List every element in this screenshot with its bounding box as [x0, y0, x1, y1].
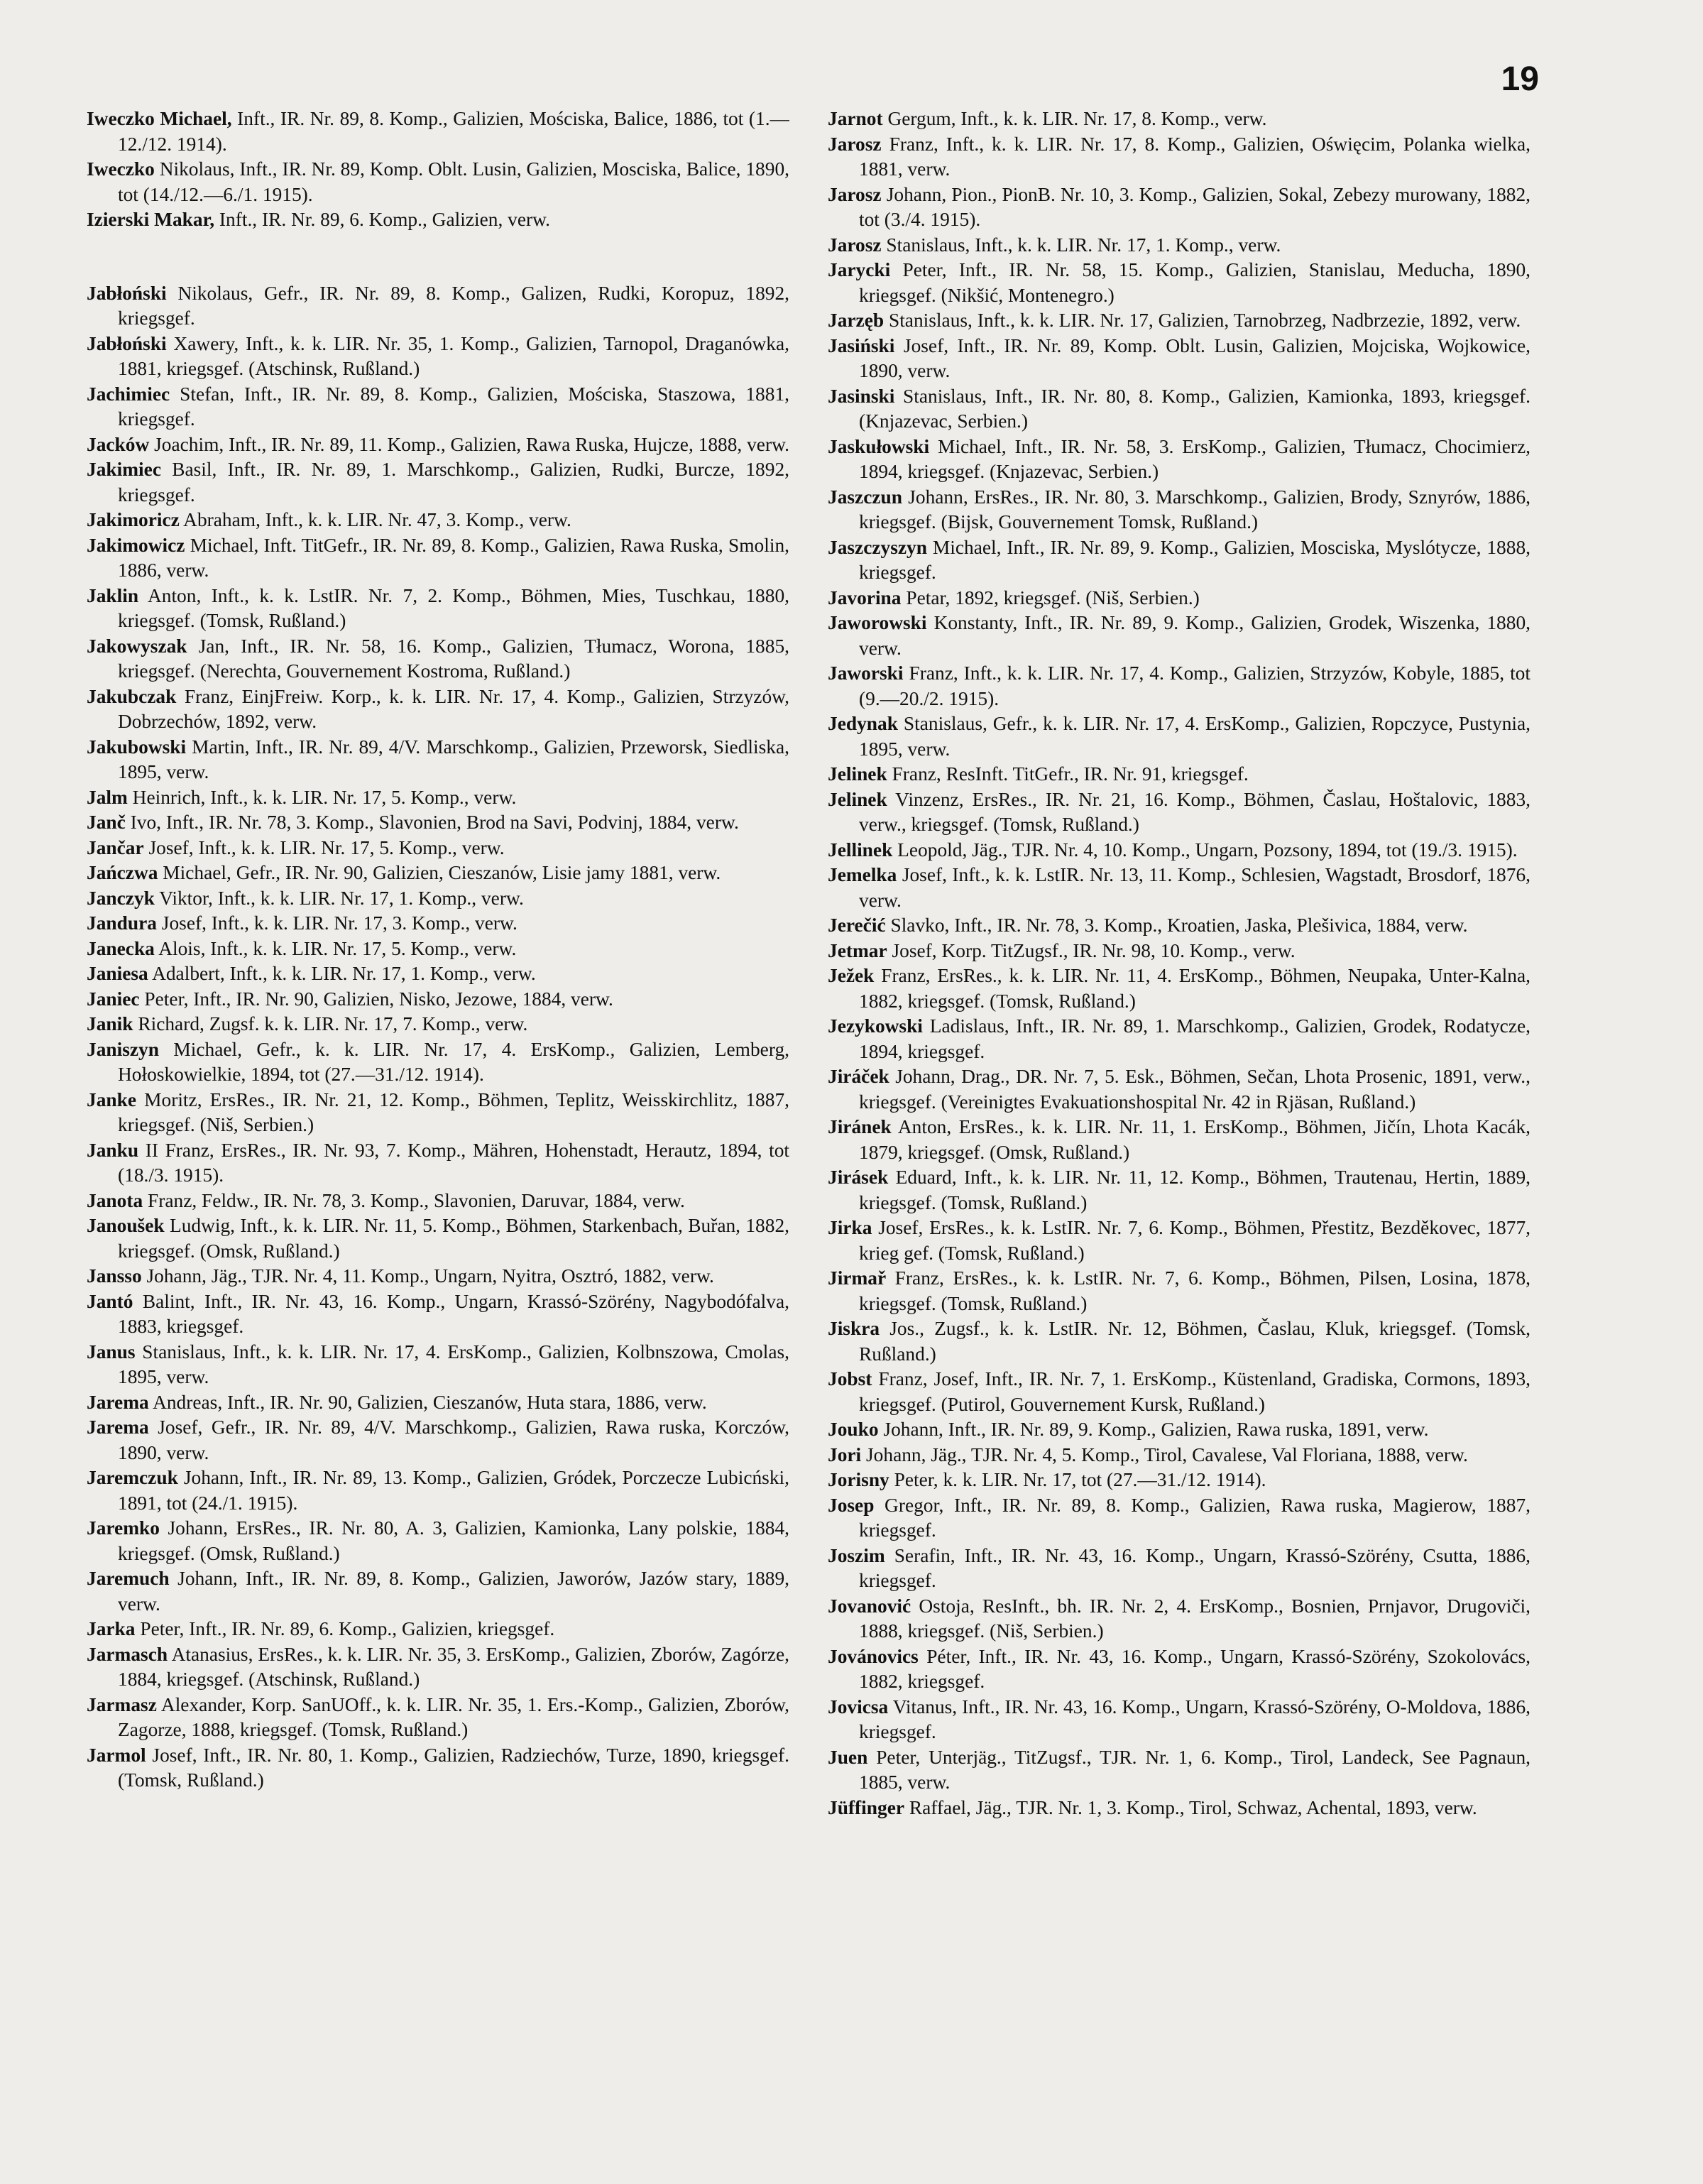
register-entry [87, 432, 789, 458]
entry-details: Ludwig, Inft., k. k. LIR. Nr. 11, 5. Komp., Böhmen, Starkenbach, Buřan, 1882, kriegsgef. (Omsk, Rußland.) [118, 1215, 789, 1262]
register-entry [87, 735, 789, 785]
entry-details: Franz, ResInft. TitGefr., IR. Nr. 91, kriegsgef. [887, 763, 1249, 785]
entry-details: Michael, Gefr., IR. Nr. 90, Galizien, Cieszanów, Lisie jamy 1881, verw. [158, 862, 721, 883]
register-entry [828, 485, 1530, 535]
register-entry [828, 1443, 1530, 1468]
entry-details: Franz, Feldw., IR. Nr. 78, 3. Komp., Slavonien, Daruvar, 1884, verw. [143, 1189, 685, 1211]
entry-surname: Jakubczak [87, 685, 177, 707]
page-number: 19 [1501, 60, 1539, 98]
register-entry [828, 661, 1530, 711]
entry-surname: Jarmasch [87, 1643, 168, 1665]
entry-surname: Jakowyszak [87, 635, 187, 657]
entry-details: Inft., IR. Nr. 89, 8. Komp., Galizien, Mościska, Balice, 1886, tot (1.—12./12. 1914). [118, 108, 789, 155]
entry-surname: Jakimoricz [87, 509, 180, 530]
entry-details: Konstanty, Inft., IR. Nr. 89, 9. Komp., Galizien, Grodek, Wiszenka, 1880, verw. [859, 612, 1530, 659]
entry-surname: Jaremuch [87, 1568, 170, 1589]
entry-details: Vinzenz, ErsRes., IR. Nr. 21, 16. Komp., Böhmen, Časlau, Hoštalovic, 1883, verw., kriegsgef. (Tomsk, Rußland.) [859, 788, 1530, 835]
entry-details: Peter, Inft., IR. Nr. 58, 15. Komp., Galizien, Stanislau, Meducha, 1890, kriegsgef. (Nikšić, Montenegro.) [859, 259, 1530, 306]
entry-details: Stanislaus, Inft., k. k. LIR. Nr. 17, 4. ErsKomp., Galizien, Kolbnszowa, Cmolas, 1895, verw. [118, 1341, 789, 1387]
register-entry [828, 1644, 1530, 1695]
register-entry [87, 634, 789, 684]
entry-details: Stanislaus, Inft., k. k. LIR. Nr. 17, 1. Komp., verw. [881, 234, 1281, 256]
entry-surname: Josep [828, 1494, 875, 1516]
register-entry [87, 1289, 789, 1340]
entry-details: Andreas, Inft., IR. Nr. 90, Galizien, Cieszanów, Huta stara, 1886, verw. [148, 1391, 707, 1413]
entry-surname: Jarzęb [828, 310, 885, 331]
entry-details: Petar, 1892, kriegsgef. (Niš, Serbien.) [901, 586, 1200, 608]
entry-surname: Jantó [87, 1290, 133, 1312]
entry-details: II Franz, ErsRes., IR. Nr. 93, 7. Komp., Mähren, Hohenstadt, Herautz, 1894, tot (18./3. 1915). [118, 1139, 789, 1186]
entry-details: Johann, ErsRes., IR. Nr. 80, A. 3, Galizien, Kamionka, Lany polskie, 1884, kriegsgef. (Omsk, Rußland.) [118, 1517, 789, 1564]
register-entry [828, 1316, 1530, 1367]
entry-details: Johann, Jäg., TJR. Nr. 4, 5. Komp., Tirol, Cavalese, Val Floriana, 1888, verw. [861, 1443, 1468, 1465]
entry-surname: Jaskułowski [828, 435, 930, 457]
right-column [828, 107, 1530, 2151]
register-entry [828, 913, 1530, 939]
register-entry [828, 586, 1530, 611]
entry-surname: Jandura [87, 912, 157, 934]
register-entry [87, 836, 789, 861]
entry-details: Franz, ErsRes., k. k. LIR. Nr. 11, 4. ErsKomp., Böhmen, Neupaka, Unter-Kalna, 1882, kriegsgef. (Tomsk, Rußland.) [859, 965, 1530, 1012]
entry-surname: Jarema [87, 1416, 149, 1438]
entry-surname: Iweczko [87, 158, 155, 180]
entry-surname: Jachimiec [87, 383, 170, 405]
entry-details: Basil, Inft., IR. Nr. 89, 1. Marschkomp., Galizien, Rudki, Burcze, 1892, kriegsgef. [118, 459, 789, 506]
entry-details: Viktor, Inft., k. k. LIR. Nr. 17, 1. Komp., verw. [154, 887, 524, 909]
register-entry [87, 987, 789, 1012]
entry-details: Michael, Inft. TitGefr., IR. Nr. 89, 8. Komp., Galizien, Rawa Ruska, Smolin, 1886, verw. [118, 534, 789, 581]
entry-surname: Jasinski [828, 385, 895, 407]
entry-details: Josef, Inft., k. k. LstIR. Nr. 13, 11. Komp., Schlesien, Wagstadt, Brosdorf, 1876, verw. [859, 864, 1530, 911]
register-entry [87, 1012, 789, 1037]
register-entry [87, 1138, 789, 1189]
entry-details: Gregor, Inft., IR. Nr. 89, 8. Komp., Galizien, Rawa ruska, Magierow, 1887, kriegsgef. [859, 1494, 1530, 1541]
register-entry [828, 535, 1530, 586]
entry-details: Jos., Zugsf., k. k. LstIR. Nr. 12, Böhmen, Časlau, Kluk, kriegsgef. (Tomsk, Rußland.) [859, 1318, 1530, 1365]
entry-details: Franz, Inft., k. k. LIR. Nr. 17, 8. Komp., Galizien, Oświęcim, Polanka wielka, 1881, verw. [859, 133, 1530, 180]
entry-surname: Jovanović [828, 1595, 911, 1617]
entry-surname: Ježek [828, 965, 875, 986]
entry-details: Johann, Inft., IR. Nr. 89, 13. Komp., Galizien, Gródek, Porczecze Lubicński, 1891, tot (24./1. 1915). [118, 1467, 789, 1514]
entry-surname: Jakimiec [87, 459, 161, 480]
entry-surname: Jarosz [828, 133, 882, 155]
entry-surname: Jiráček [828, 1066, 889, 1087]
register-entry [87, 684, 789, 735]
entry-details: Nikolaus, Gefr., IR. Nr. 89, 8. Komp., Galizen, Rudki, Koropuz, 1892, kriegsgef. [118, 282, 789, 329]
entry-surname: Jaszczyszyn [828, 536, 927, 558]
entry-details: Adalbert, Inft., k. k. LIR. Nr. 17, 1. Komp., verw. [148, 963, 536, 984]
register-entry [87, 1642, 789, 1693]
entry-details: Moritz, ErsRes., IR. Nr. 21, 12. Komp., Böhmen, Teplitz, Weisskirchlitz, 1887, kriegsgef. (Niš, Serbien.) [118, 1088, 789, 1135]
left-column [87, 107, 789, 2151]
entry-surname: Janku [87, 1139, 139, 1161]
entry-surname: Jorisny [828, 1469, 889, 1490]
register-entry [87, 508, 789, 533]
entry-surname: Jaremczuk [87, 1467, 178, 1488]
entry-surname: Jaremko [87, 1517, 160, 1539]
entry-surname: Janczyk [87, 887, 155, 909]
register-entry [87, 886, 789, 912]
entry-surname: Jaworowski [828, 612, 927, 633]
entry-surname: Jouko [828, 1419, 879, 1440]
entry-details: Josef, ErsRes., k. k. LstIR. Nr. 7, 6. Komp., Böhmen, Přestitz, Bezděkovec, 1877, krieg gef. (Tomsk, Rußland.) [859, 1217, 1530, 1264]
register-entry [87, 533, 789, 584]
entry-surname: Jabłoński [87, 332, 167, 354]
entry-details: Nikolaus, Inft., IR. Nr. 89, Komp. Oblt. Lusin, Galizien, Mosciska, Balice, 1890, tot (14./12.—6./1. 1915). [118, 158, 789, 205]
entry-details: Josef, Inft., IR. Nr. 80, 1. Komp., Galizien, Radziechów, Turze, 1890, kriegsgef. (Tomsk, Rußland.) [118, 1744, 789, 1791]
register-entry [87, 810, 789, 836]
entry-surname: Janik [87, 1013, 133, 1034]
entry-surname: Jirásek [828, 1167, 889, 1188]
entry-surname: Jarmol [87, 1744, 146, 1766]
entry-surname: Jedynak [828, 713, 898, 734]
register-entry [87, 1340, 789, 1390]
entry-surname: Jirmař [828, 1267, 887, 1289]
entry-surname: Jakubowski [87, 736, 187, 758]
entry-details: Jan, Inft., IR. Nr. 58, 16. Komp., Galizien, Tłumacz, Worona, 1885, kriegsgef. (Nerechta, Gouvernement Kostroma, Rußland.) [118, 635, 789, 682]
entry-details: Josef, Gefr., IR. Nr. 89, 4/V. Marschkomp., Galizien, Rawa ruska, Korczów, 1890, verw. [118, 1416, 789, 1463]
register-entry [828, 611, 1530, 661]
entry-details: Abraham, Inft., k. k. LIR. Nr. 47, 3. Komp., verw. [179, 509, 571, 530]
entry-details: Balint, Inft., IR. Nr. 43, 16. Komp., Ungarn, Krassó-Szörény, Nagybodófalva, 1883, kriegsgef. [118, 1290, 789, 1337]
entry-details: Josef, Inft., k. k. LIR. Nr. 17, 3. Komp., verw. [156, 912, 518, 934]
entry-details: Johann, Inft., IR. Nr. 89, 8. Komp., Galizien, Jaworów, Jazów stary, 1889, verw. [118, 1568, 789, 1615]
entry-surname: Joszim [828, 1544, 885, 1566]
entry-details: Alois, Inft., k. k. LIR. Nr. 17, 5. Komp., verw. [154, 937, 517, 959]
entry-surname: Jasiński [828, 334, 895, 356]
entry-surname: Janiec [87, 988, 140, 1010]
entry-surname: Janota [87, 1189, 143, 1211]
register-entry [87, 1743, 789, 1793]
entry-details: Stanislaus, Gefr., k. k. LIR. Nr. 17, 4. ErsKomp., Galizien, Ropczyce, Pustynia, 1895, verw. [859, 713, 1530, 760]
entry-details: Peter, Inft., IR. Nr. 90, Galizien, Nisko, Jezowe, 1884, verw. [139, 988, 613, 1010]
entry-details: Leopold, Jäg., TJR. Nr. 4, 10. Komp., Ungarn, Pozsony, 1894, tot (19./3. 1915). [892, 839, 1518, 861]
entry-surname: Jarosz [828, 183, 882, 205]
register-entry [828, 1014, 1530, 1064]
register-entry [87, 107, 789, 157]
register-entry [828, 787, 1530, 838]
entry-details: Franz, Inft., k. k. LIR. Nr. 17, 4. Komp., Galizien, Strzyzów, Kobyle, 1885, tot (9.—20./2. 1915). [859, 662, 1530, 709]
register-entry [828, 963, 1530, 1014]
entry-surname: Janoušek [87, 1215, 165, 1236]
register-entry [828, 182, 1530, 233]
entry-surname: Juen [828, 1746, 868, 1768]
register-entry [87, 457, 789, 508]
entry-details: Stefan, Inft., IR. Nr. 89, 8. Komp., Galizien, Mościska, Staszowa, 1881, kriegsgef. [118, 383, 789, 430]
register-entry [828, 1216, 1530, 1266]
register-entry [87, 937, 789, 962]
register-entry [828, 1493, 1530, 1544]
entry-details: Josef, Korp. TitZugsf., IR. Nr. 98, 10. Komp., verw. [887, 939, 1296, 961]
register-entry [828, 435, 1530, 485]
register-entry [87, 1088, 789, 1138]
entry-details: Anton, ErsRes., k. k. LIR. Nr. 11, 1. ErsKomp., Böhmen, Jičín, Lhota Kacák, 1879, kriegsgef. (Omsk, Rußland.) [859, 1116, 1530, 1163]
entry-surname: Jovicsa [828, 1696, 889, 1718]
entry-surname: Jiskra [828, 1318, 880, 1339]
entry-details: Josef, Inft., IR. Nr. 89, Komp. Oblt. Lusin, Galizien, Mojciska, Wojkowice, 1890, verw. [859, 334, 1530, 381]
entry-surname: Jabłoński [87, 282, 167, 304]
entry-details: Johann, Drag., DR. Nr. 7, 5. Esk., Böhmen, Sečan, Lhota Prosenic, 1891, verw., kriegsgef. (Vereinigtes Evakuationshospital Nr. 42 in Rjäsan, Rußland.) [859, 1066, 1530, 1113]
register-entry [828, 1064, 1530, 1115]
register-entry [87, 1693, 789, 1743]
entry-surname: Jarka [87, 1618, 136, 1639]
entry-details: Raffael, Jäg., TJR. Nr. 1, 3. Komp., Tirol, Schwaz, Achental, 1893, verw. [904, 1796, 1477, 1818]
register-entry [828, 1544, 1530, 1594]
register-entry [828, 838, 1530, 863]
entry-details: Serafin, Inft., IR. Nr. 43, 16. Komp., Ungarn, Krassó-Szörény, Csutta, 1886, kriegsgef. [859, 1544, 1530, 1591]
register-entry [828, 1695, 1530, 1745]
register-entry [828, 1796, 1530, 1821]
register-entry [87, 1037, 789, 1088]
entry-details: Ostoja, ResInft., bh. IR. Nr. 2, 4. ErsKomp., Bosnien, Prnjavor, Drugoviči, 1888, kriegsgef. (Niš, Serbien.) [859, 1595, 1530, 1642]
register-entry [828, 233, 1530, 258]
entry-surname: Jirka [828, 1217, 872, 1238]
register-entry [87, 961, 789, 987]
register-entry [828, 384, 1530, 435]
entry-details: Vitanus, Inft., IR. Nr. 43, 16. Komp., Ungarn, Krassó-Szörény, O-Moldova, 1886, kriegsgef. [859, 1696, 1530, 1742]
entry-surname: Jalm [87, 786, 128, 808]
register-entry [87, 785, 789, 811]
entry-surname: Jarycki [828, 259, 891, 280]
entry-details: Ivo, Inft., IR. Nr. 78, 3. Komp., Slavonien, Brod na Savi, Podvinj, 1884, verw. [125, 812, 739, 833]
register-entry [828, 939, 1530, 964]
entry-details: Josef, Inft., k. k. LIR. Nr. 17, 5. Komp., verw. [143, 836, 505, 858]
entry-details: Johann, Pion., PionB. Nr. 10, 3. Komp., Galizien, Sokal, Zebezy murowany, 1882, tot (3./4. 1915). [859, 183, 1530, 230]
register-entry [87, 911, 789, 937]
entry-details: Stanislaus, Inft., IR. Nr. 80, 8. Komp., Galizien, Kamionka, 1893, kriegsgef. (Knjazevac, Serbien.) [859, 385, 1530, 432]
register-entry [87, 1390, 789, 1416]
entry-surname: Iweczko Michael, [87, 108, 232, 129]
register-entry [828, 1417, 1530, 1443]
entry-details: Peter, Inft., IR. Nr. 89, 6. Komp., Galizien, kriegsgef. [135, 1618, 555, 1639]
entry-surname: Jellinek [828, 839, 893, 861]
entry-details: Atanasius, ErsRes., k. k. LIR. Nr. 35, 3. ErsKomp., Galizien, Zborów, Zagórze, 1884, kriegsgef. (Atschinsk, Rußland.) [118, 1643, 789, 1690]
entry-details: Richard, Zugsf. k. k. LIR. Nr. 17, 7. Komp., verw. [133, 1013, 528, 1034]
register-entry [828, 1266, 1530, 1316]
entry-surname: Jaklin [87, 584, 139, 606]
entry-details: Franz, Josef, Inft., IR. Nr. 7, 1. ErsKomp., Küstenland, Gradiska, Cormons, 1893, kriegsgef. (Putirol, Gouvernement Kursk, Rußland.) [859, 1368, 1530, 1415]
register-entry [87, 207, 789, 233]
register-entry [87, 861, 789, 886]
entry-details: Franz, EinjFreiw. Korp., k. k. LIR. Nr. 17, 4. Komp., Galizien, Strzyzów, Dobrzechów, 1892, verw. [118, 685, 789, 732]
entry-surname: Jacków [87, 433, 150, 455]
entry-surname: Jarmasz [87, 1693, 157, 1715]
entry-details: Xawery, Inft., k. k. LIR. Nr. 35, 1. Komp., Galizien, Tarnopol, Draganówka, 1881, kriegsgef. (Atschinsk, Rußland.) [118, 332, 789, 379]
entry-surname: Jori [828, 1443, 862, 1465]
register-entry [87, 1213, 789, 1264]
entry-details: Johann, Jäg., TJR. Nr. 4, 11. Komp., Ungarn, Nyitra, Osztró, 1882, verw. [141, 1265, 714, 1287]
register-entry [87, 1617, 789, 1642]
entry-surname: Jüffinger [828, 1796, 905, 1818]
register-entry [828, 762, 1530, 787]
entry-surname: Jerečić [828, 914, 886, 936]
entry-details: Joachim, Inft., IR. Nr. 89, 11. Komp., Galizien, Rawa Ruska, Hujcze, 1888, verw. [149, 433, 789, 455]
entry-surname: Janus [87, 1341, 136, 1363]
register-entry [828, 863, 1530, 913]
entry-details: Martin, Inft., IR. Nr. 89, 4/V. Marschkomp., Galizien, Przeworsk, Siedliska, 1895, verw. [118, 736, 789, 782]
register-entry [828, 711, 1530, 762]
register-entry [87, 281, 789, 332]
entry-details: Johann, ErsRes., IR. Nr. 80, 3. Marschkomp., Galizien, Brody, Sznyrów, 1886, kriegsgef. (Bijsk, Gouvernement Tomsk, Rußland.) [859, 486, 1530, 533]
entry-surname: Janiesa [87, 963, 148, 984]
entry-details: Franz, ErsRes., k. k. LstIR. Nr. 7, 6. Komp., Böhmen, Pilsen, Losina, 1878, kriegsgef. (Tomsk, Rußland.) [859, 1267, 1530, 1314]
entry-surname: Janecka [87, 937, 155, 959]
register-entry [828, 308, 1530, 334]
register-entry [87, 1189, 789, 1214]
entry-details: Eduard, Inft., k. k. LIR. Nr. 11, 12. Komp., Böhmen, Trautenau, Hertin, 1889, kriegsgef. (Tomsk, Rußland.) [859, 1167, 1530, 1213]
register-entry [828, 1745, 1530, 1796]
entry-surname: Jaszczun [828, 486, 902, 508]
register-entry [828, 258, 1530, 308]
register-entry [87, 1415, 789, 1465]
register-entry [828, 1115, 1530, 1165]
register-entry [87, 332, 789, 382]
entry-details: Gergum, Inft., k. k. LIR. Nr. 17, 8. Komp., verw. [882, 108, 1267, 129]
entry-surname: Jaworski [828, 662, 904, 684]
entry-surname: Janiszyn [87, 1038, 159, 1060]
entry-surname: Javorina [828, 586, 902, 608]
register-entry [87, 1516, 789, 1566]
register-entry [828, 334, 1530, 384]
entry-surname: Jelinek [828, 788, 887, 810]
register-entry [828, 1594, 1530, 1644]
register-entry [828, 1367, 1530, 1417]
entry-surname: Jansso [87, 1265, 142, 1287]
entry-details: Heinrich, Inft., k. k. LIR. Nr. 17, 5. Komp., verw. [127, 786, 517, 808]
register-entry [828, 107, 1530, 132]
entry-surname: Jovánovics [828, 1645, 919, 1667]
entry-surname: Janč [87, 812, 126, 833]
register-entry [87, 1264, 789, 1289]
register-entry [828, 1165, 1530, 1216]
entry-surname: Jarema [87, 1391, 149, 1413]
entry-surname: Jančar [87, 836, 144, 858]
register-entry [828, 1468, 1530, 1493]
entry-surname: Jańczwa [87, 862, 158, 883]
entry-details: Ladislaus, Inft., IR. Nr. 89, 1. Marschkomp., Galizien, Grodek, Rodatycze, 1894, kriegsgef. [859, 1015, 1530, 1062]
entry-details: Peter, Unterjäg., TitZugsf., TJR. Nr. 1, 6. Komp., Tirol, Landeck, See Pagnaun, 1885, verw. [859, 1746, 1530, 1793]
entry-details: Inft., IR. Nr. 89, 6. Komp., Galizien, verw. [214, 209, 550, 230]
entry-details: Michael, Gefr., k. k. LIR. Nr. 17, 4. ErsKomp., Galizien, Lemberg, Hołoskowielkie, 1894, tot (27.—31./12. 1914). [118, 1038, 789, 1085]
entry-surname: Jezykowski [828, 1015, 923, 1037]
entry-details: Anton, Inft., k. k. LstIR. Nr. 7, 2. Komp., Böhmen, Mies, Tuschkau, 1880, kriegsgef. (Tomsk, Rußland.) [118, 584, 789, 631]
entry-details: Michael, Inft., IR. Nr. 58, 3. ErsKomp., Galizien, Tłumacz, Chocimierz, 1894, kriegsgef. (Knjazevac, Serbien.) [859, 435, 1530, 482]
entry-details: Michael, Inft., IR. Nr. 89, 9. Komp., Galizien, Mosciska, Myslótycze, 1888, kriegsgef. [859, 536, 1530, 583]
entry-surname: Jarosz [828, 234, 882, 256]
entry-surname: Jarnot [828, 108, 883, 129]
entry-surname: Jiránek [828, 1116, 892, 1137]
entry-details: Johann, Inft., IR. Nr. 89, 9. Komp., Galizien, Rawa ruska, 1891, verw. [878, 1419, 1429, 1440]
entry-surname: Jelinek [828, 763, 887, 785]
entry-details: Stanislaus, Inft., k. k. LIR. Nr. 17, Galizien, Tarnobrzeg, Nadbrzezie, 1892, verw. [884, 310, 1521, 331]
register-entry [87, 157, 789, 207]
register-entry [87, 1566, 789, 1617]
entry-details: Slavko, Inft., IR. Nr. 78, 3. Komp., Kroatien, Jaska, Plešivica, 1884, verw. [885, 914, 1468, 936]
register-entry [87, 1465, 789, 1516]
entry-surname: Jetmar [828, 939, 887, 961]
entry-surname: Jemelka [828, 864, 897, 885]
entry-details: Alexander, Korp. SanUOff., k. k. LIR. Nr. 35, 1. Ers.-Komp., Galizien, Zborów, Zagorze, 1888, kriegsgef. (Tomsk, Rußland.) [118, 1693, 789, 1740]
register-entry [828, 132, 1530, 182]
entry-details: Peter, k. k. LIR. Nr. 17, tot (27.—31./12. 1914). [889, 1469, 1266, 1490]
entry-surname: Jobst [828, 1368, 872, 1389]
register-entry [87, 584, 789, 634]
entry-surname: Jakimowicz [87, 534, 185, 556]
entry-surname: Janke [87, 1088, 137, 1110]
entry-surname: Izierski Makar, [87, 209, 215, 230]
register-entry [87, 382, 789, 432]
entry-details: Péter, Inft., IR. Nr. 43, 16. Komp., Ungarn, Krassó-Szörény, Szokolovács, 1882, kriegsgef. [859, 1645, 1530, 1692]
